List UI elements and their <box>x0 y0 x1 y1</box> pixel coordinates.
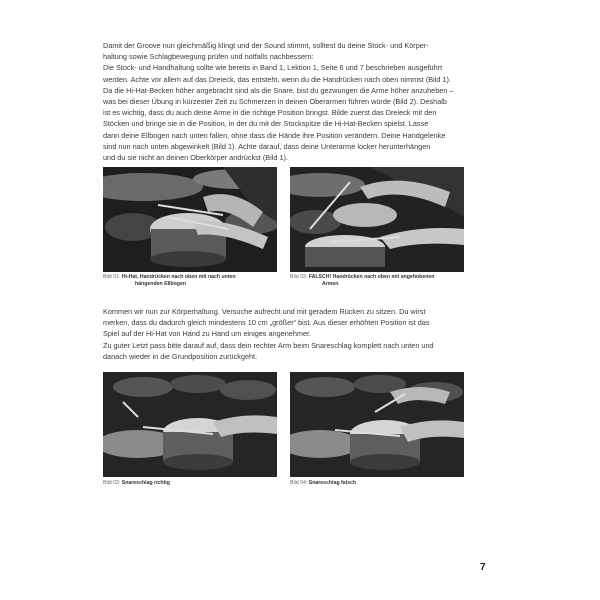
text-line: danach wieder in die Grundposition zurückgeht. <box>103 351 258 361</box>
text-line: Zu guter Letzt pass bitte darauf auf, dass dein rechter Arm beim Snareschlag komplett nach unten und <box>103 340 434 350</box>
text-line: ist es wichtig, dass du auch deine Arme in die richtige Position bringst. Bilde zuerst das Dreieck mit den <box>103 108 437 118</box>
posture-paragraph <box>103 306 476 362</box>
text-line: werden. Achte vor allem auf das Dreieck, das entsteht, wenn du die Handrücken nach oben nimmst (Bild 1). <box>103 74 452 84</box>
text-line: Die Stock- und Handhaltung sollte wie bereits in Band 1, Lektion 1, Seite 6 und 7 beschrieben ausgeführt <box>103 63 443 73</box>
photo-hihat-correct <box>103 167 277 272</box>
text-line: dann deine Ellbogen nach unten fallen, ohne dass die Hände ihre Position verändern. Deine Handgelenke <box>103 130 446 140</box>
caption-photo-3: Bild 03: Snareschlag richtig <box>103 480 170 486</box>
text-line: haltung sowie Schlagbewegung prüfen und notfalls nachbessern: <box>103 52 314 62</box>
photo-snare-correct <box>103 372 277 477</box>
text-line: merken, dass du dadurch gleich mindestens 10 cm „größer“ bist. Aus dieser erhöhten Position ist das <box>103 318 430 328</box>
text-line: Kommen wir nun zur Körperhaltung. Versuche aufrecht und mit geradem Rücken zu sitzen. Du wirst <box>103 307 426 316</box>
page-number: 7 <box>480 562 486 573</box>
caption-photo-2: Bild 02: FALSCH! Handrücken nach oben mit angehobenen Armen <box>290 274 435 288</box>
text-line: Da die Hi-Hat-Becken höher angebracht sind als die Snare, bist du gezwungen die Arme höher anzuheben – <box>103 85 454 95</box>
caption-photo-1: Bild 01: Hi-Hat, Handrücken nach oben mit nach unten hängenden Ellbogen <box>103 274 236 288</box>
text-line: und du sie nicht an deinen Oberkörper andrückst (Bild 1). <box>103 153 288 163</box>
photo-hihat-wrong <box>290 167 464 272</box>
text-line: was bei dieser Übung in kürzester Zeit zu Schmerzen in deinen Oberarmen führen würde (Bild 2). Deshalb <box>103 97 447 107</box>
text-line: Spiel auf der Hi-Hat von Hand zu Hand um einiges angenehmer. <box>103 329 312 339</box>
caption-photo-4: Bild 04: Snareschlag falsch <box>290 480 357 486</box>
text-line: Stöcken und bringe sie in die Position, in der du mit der Stockspitze die Hi-Hat-Becken spielst. Lasse <box>103 119 429 129</box>
intro-paragraph <box>103 40 476 163</box>
photo-snare-wrong <box>290 372 464 477</box>
text-line: Damit der Groove nun gleichmäßig klingt und der Sound stimmt, solltest du deine Stock- und Körper- <box>103 41 429 50</box>
text-line: sind nun nach unten abgewinkelt (Bild 1). Achte darauf, dass deine Unterarme locker herunterhängen <box>103 141 431 151</box>
